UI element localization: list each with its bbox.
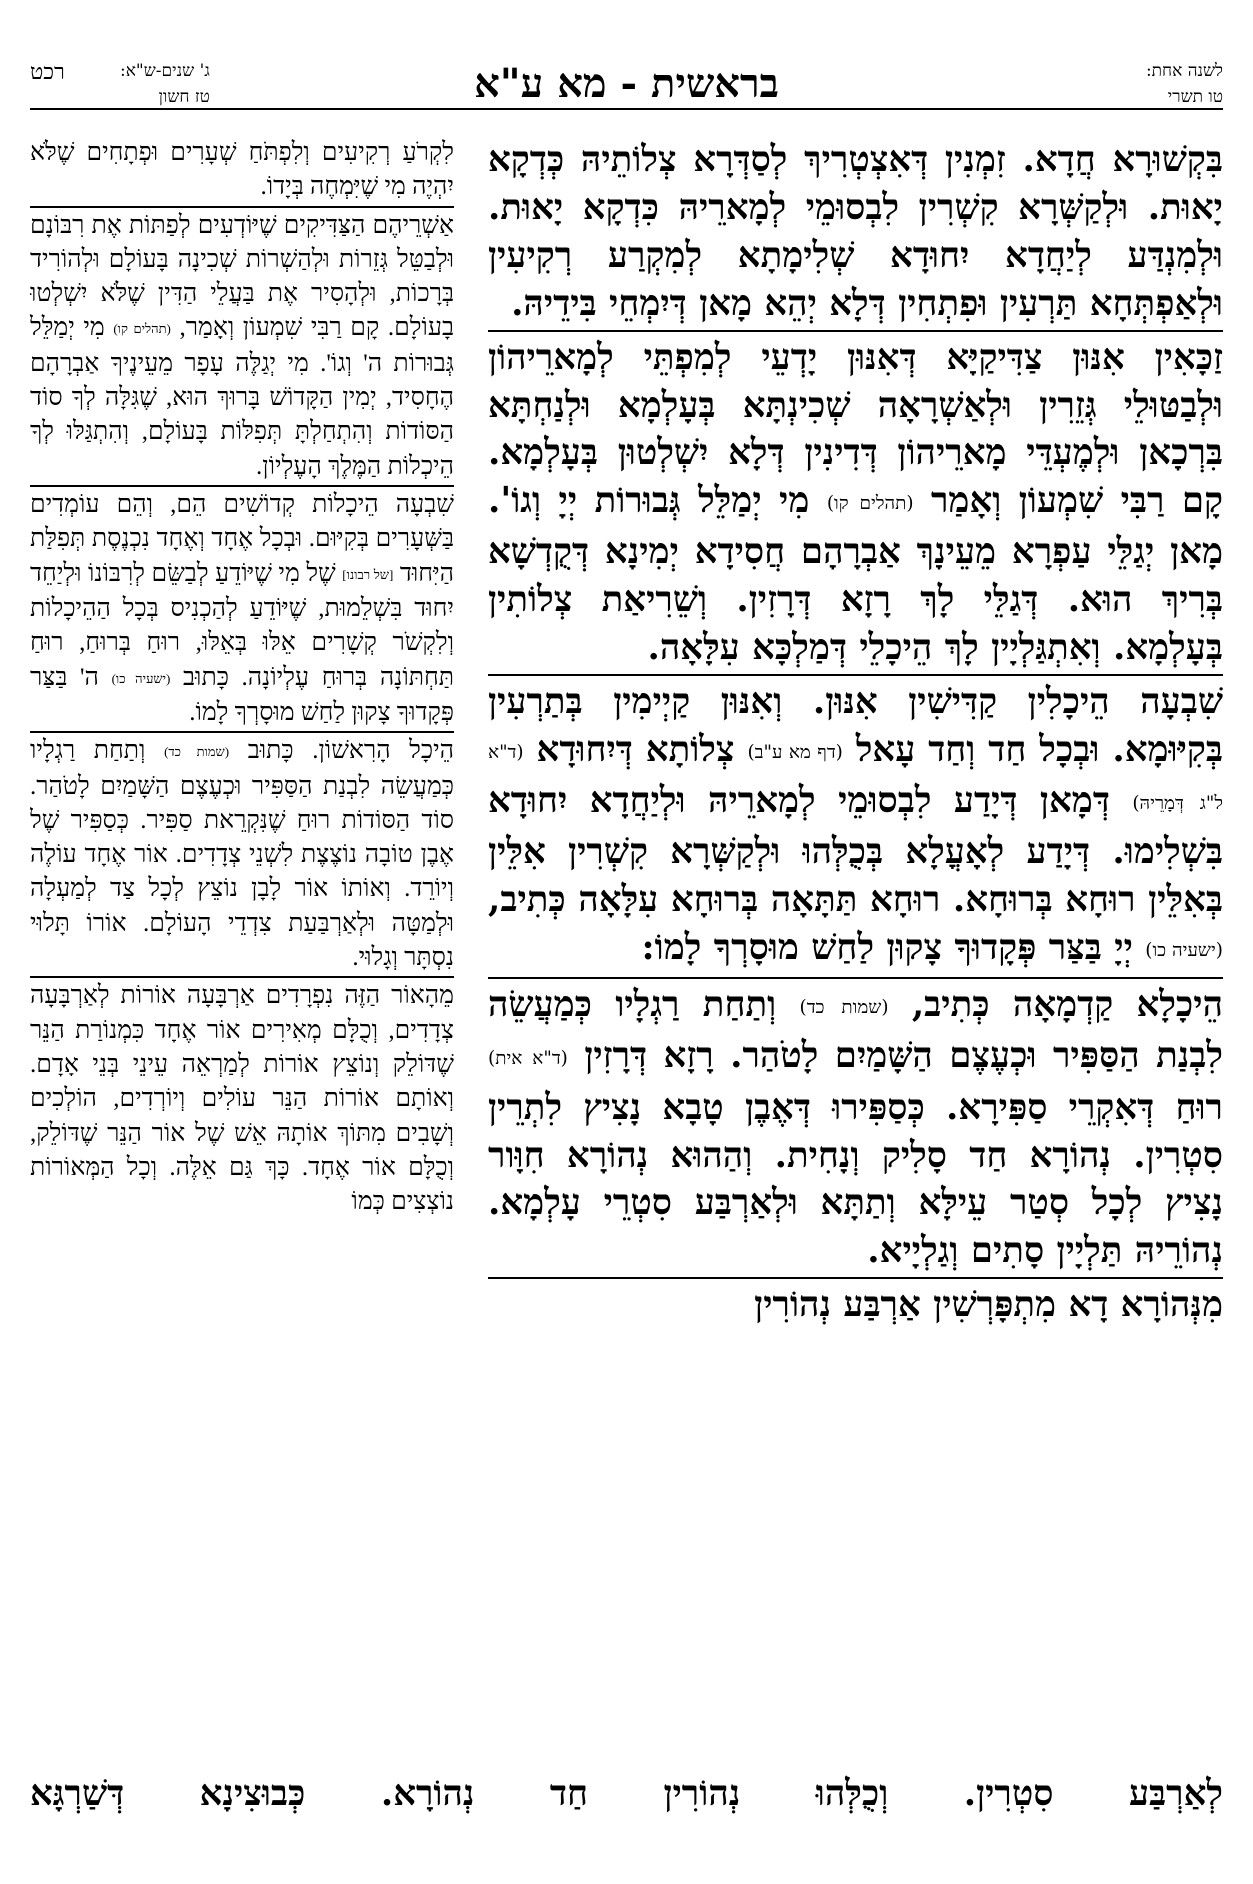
header-three-years-label: ג' שנים-ש"א:: [120, 61, 210, 81]
main-paragraph: [488, 977, 1223, 1275]
main-paragraph: [488, 1277, 1223, 1329]
translation-text: לִקְרֹעַ רְקִיעִים וְלִפְתֹּחַ שְׁעָרִים וּפְתָחִים שֶׁלֹּא יִהְיֶה מִי שֶׁיִּמְחֶה בְּיָדוֹ.: [30, 139, 454, 201]
page-number: רכט: [30, 60, 65, 85]
bottom-continuation-line: לְאַרְבַּע סִטְרִין. וְכֻלְּהוּ נְהוֹרִין חַד נְהוֹרָא. כְּבוּצִינָא דְּשַׁרְגָּא: [30, 1773, 1223, 1814]
main-paragraph: [488, 330, 1223, 673]
translation-paragraph: [30, 485, 454, 730]
main-paragraph: [488, 674, 1223, 975]
scripture-reference: (תהלים קו): [826, 493, 914, 515]
header-three-years-date: טז חשון: [158, 87, 210, 107]
scripture-reference: (שמות כד): [164, 744, 230, 760]
header-rule: [30, 108, 1223, 110]
header-one-year-label: לשנה אחת:: [1145, 61, 1223, 81]
hebrew-translation-column: [30, 136, 454, 1781]
main-text: רוּחַ דְּאִקְרֵי סַפִּירָא. כְּסַפִּירוּ דְּאֶבֶן טָבָא נָצִיץ לִתְרֵין סִטְרִין. נְהוֹרָא חַד סָלִיק וְנָחִית. וְהַהוּא נְהוֹרָא חִוָּור נָצִיץ לְכָל סְטַר עֵילָּא וְתַתָּא וּלְאַרְבַּע סִטְרֵי עָלְמָא. נְהוֹרֵיהּ תַּלְיָין סָתִים וְגַלְיָיא.: [488, 1086, 1223, 1272]
header-cycle-three-years: [120, 58, 210, 110]
variant-reading-note: (ד"א ל"ג דְּמָרֵיהּ): [488, 742, 1223, 815]
main-text: צְלוֹתָא דְּיִחוּדָא: [536, 729, 735, 771]
scripture-reference: (ישעיה כו): [1145, 940, 1223, 962]
translation-text: וְתַחַת רַגְלָיו כְּמַעֲשֵׂה לִבְנַת הַסַּפִּיר וּכְעֶצֶם הַשָּׁמַיִם לָטֹהַר. סוֹד הַסּוֹדוֹת רוּחַ שֶׁנִּקְרֵאת סַפִּיר. כְּסַפִּיר שֶׁל אֶבֶן טוֹבָה נוֹצֶצֶת לִשְׁנֵי צְדָדִים. אוֹר אֶחָד עוֹלֶה וְיוֹרֵד. וְאוֹתוֹ אוֹר לָבָן נוֹצֵץ לְכָל צַד לְמַעְלָה וּלְמַטָּה וּלְאַרְבַּעַת צִדְדֵי הָעוֹלָם. אוֹרוֹ תָּלוּי נִסְתָּר וְגָלוּי.: [30, 737, 454, 972]
translation-paragraph: [30, 976, 454, 1219]
translation-text: שִׁבְעָה הֵיכָלוֹת קְדוֹשִׁים הֵם, וְהֵם עוֹמְדִים בַּשְּׁעָרִים בְּקִיּוּם. וּבְכָל אֶחָד וְאֶחָד נִכְנֶסֶת תְּפִלַּת הַיִּחוּד: [30, 491, 454, 587]
aramaic-main-column: [488, 136, 1223, 1763]
main-text: זַכָּאִין אִנּוּן צַדִּיקַיָּא דְּאִנּוּן יָדְעֵי לְמִפְתֵּי לְמָארֵיהוֹן וּלְבַטּוּלֵי גְּזֵרִין וּלְאַשְׁרָאָה שְׁכִינְתָּא בְּעָלְמָא וּלְנַחְתָּא בִּרְכָאן וּלְמֶעְדֵּי מָארֵיהוֹן דְּדִינִין דְּלָא יִשְׁלְטוּן בְּעָלְמָא. קָם רַבִּי שִׁמְעוֹן וְאָמַר: [488, 336, 1223, 522]
main-paragraph: [488, 136, 1223, 328]
translation-text: הֵיכָל הָרִאשׁוֹן. כָּתוּב: [247, 737, 454, 765]
bracket-note: [של רבונו]: [342, 566, 394, 582]
main-text: בִּקְשׁוּרָא חֲדָא. זִמְנִין דְּאִצְטְרִיךְ לְסַדְּרָא צְלוֹתֵיהּ כְּדְקָא יָאוּת. וּלְקַשְּׁרָא קִשְׁרִין לִבְסוּמֵי לְמָארֵיהּ כִּדְקָא יָאוּת. וּלְמִנְדַּע לְיַחֲדָא יִחוּדָא שְׁלִימָתָא לְמִקְרַע רְקִיעִין וּלְאַפְתְּחָא תַּרְעִין וּפִתְחִין דְּלָא יְהֵא מָאן דְּיִמְחֵי בִּידֵיהּ.: [488, 139, 1223, 324]
folio-reference: (דף מא ע"ב): [747, 742, 843, 764]
page-title: בראשית - מא ע"א: [474, 60, 779, 107]
translation-text: מֵהָאוֹר הַזֶּה נִפְרָדִים אַרְבָּעָה אוֹרוֹת לְאַרְבָּעָה צְדָדִים, וְכֻלָּם מְאִירִים אוֹר אֶחָד כִּמְנוֹרַת הַנֵּר שֶׁדּוֹלֵק וְנוֹצֵץ אוֹרוֹת לְמַרְאֵה עֵינֵי בְּנֵי אָדָם. וְאוֹתָם אוֹרוֹת הַנֵּר עוֹלִים וְיוֹרְדִים, הוֹלְכִים וְשָׁבִים מִתּוֹךְ אוֹתָהּ אֵשׁ שֶׁל אוֹר הַנֵּר שֶׁדּוֹלֵק, וְכֻלָּם אוֹר אֶחָד. כָּךְ גַּם אֵלֶּה. וְכָל הַמְּאוֹרוֹת נוֹצְצִים כְּמוֹ: [30, 982, 454, 1216]
translation-text: מִי יְמַלֵּל גְּבוּרוֹת ה' וְגוֹ'. מִי יְגַלֶּה עָפָר מֵעֵינֶיךָ אַבְרָהָם הֶחָסִיד, יְמִין הַקָּדוֹשׁ בָּרוּךְ הוּא, שֶׁגִּלָּה לְךָ סוֹד הַסּוֹדוֹת וְהִתְחַלְתָּ תְּפִלּוֹת בָּעוֹלָם, וְהִתְגַּלּוּ לְךָ הֵיכְלוֹת הַמֶּלֶךְ הָעֶלְיוֹן.: [30, 314, 454, 480]
header-one-year-date: טו תשרי: [1167, 87, 1223, 107]
main-text: מִנְּהוֹרָא דָא מִתְפָּרְשִׁין אַרְבַּע נְהוֹרִין: [754, 1284, 1223, 1326]
translation-paragraph: [30, 731, 454, 975]
translation-paragraph: [30, 206, 454, 484]
scripture-reference: (שמות כד): [799, 997, 889, 1019]
main-text: הֵיכָלָא קַדְמָאָה כְּתִיב,: [911, 984, 1223, 1026]
main-text: וְתַחַת רַגְלָיו כְּמַעֲשֵׂה לִבְנַת הַסַּפִּיר וּכְעֶצֶם הַשָּׁמַיִם לָטֹהַר. רָזָא דְּרָזִין: [488, 984, 1223, 1077]
main-text: יְיָ בַּצַּר פְּקָדוּךָ צָקוּן לַחַשׁ מוּסָרְךָ לָמוֹ:: [641, 927, 1133, 969]
translation-paragraph: [30, 136, 454, 205]
main-text: דְּמָאן דְּיָדַע לִבְסוּמֵי לְמָארֵיהּ וּלְיַחֲדָא יִחוּדָא בִּשְׁלִימוּ. דְּיָדַע לְאָעֳלָא בְּכֻלְּהוּ וּלְקַשְּׁרָא קִשְׁרִין אִלֵּין בְּאִלֵּין רוּחָא בְּרוּחָא. רוּחָא תַּתָּאָה בְּרוּחָא עִלָּאָה כְּתִיב,: [488, 780, 1223, 921]
main-text: מִי יְמַלֵּל גְּבוּרוֹת יְיָ וְגוֹ'. מָאן יְגַלֵּי עַפְרָא מֵעֵינָךְ אַבְרָהָם חֲסִידָא יְמִינָא דְּקֻדְשָׁא בְּרִיךְ הוּא. דְּגַלֵּי לָךְ רָזָא דְּרָזִין. וְשֵׁרִיאַת צְלוֹתִין בְּעָלְמָא. וְאִתְגַּלְיָין לָךְ הֵיכָלֵי דְּמַלְכָּא עִלָּאָה.: [488, 480, 1223, 669]
page-header: [30, 58, 1223, 106]
main-text: שִׁבְעָה הֵיכָלִין קַדִּישִׁין אִנּוּן. וְאִנּוּן קַיְימִין בְּתַרְעִין בְּקִיּוּמָא. וּבְכָל חַד וְחַד עָאל: [488, 681, 1223, 771]
scripture-reference: (תהלים קו): [113, 321, 171, 337]
variant-reading-note: (ד"א אית): [488, 1048, 568, 1070]
translation-text: שֶׁל מִי שֶׁיּוֹדֵעַ לְבַשֵּׂם לְרִבּוֹנוֹ וּלְיַחֵד יִחוּד בִּשְׁלֵמוּת, שֶׁיּוֹדֵעַ לְהַכְנִיס בְּכָל הַהֵיכָלוֹת וְלִקְשֹׁר קְשָׁרִים אֵלּוּ בְּאֵלּוּ, רוּחַ בְּרוּחַ, רוּחַ תַּחְתּוֹנָה בְּרוּחַ עֶלְיוֹנָה. כָּתוּב: [30, 559, 454, 691]
translation-text: אַשְׁרֵיהֶם הַצַּדִּיקִים שֶׁיּוֹדְעִים לְפַתּוֹת אֶת רִבּוֹנָם וּלְבַטֵּל גְּזֵרוֹת וּלְהַשְׁרוֹת שְׁכִינָה בָּעוֹלָם וּלְהוֹרִיד בְּרָכוֹת, וּלְהָסִיר אֶת בַּעֲלֵי הַדִּין שֶׁלֹּא יִשְׁלְטוּ בָעוֹלָם. קָם רַבִּי שִׁמְעוֹן וְאָמַר,: [30, 211, 454, 342]
translation-text: ה' בַּצַּר פְּקָדוּךָ צָקוּן לַחַשׁ מוּסָרְךָ לָמוֹ.: [30, 663, 454, 726]
scripture-reference: (ישעיה כו): [111, 670, 171, 686]
